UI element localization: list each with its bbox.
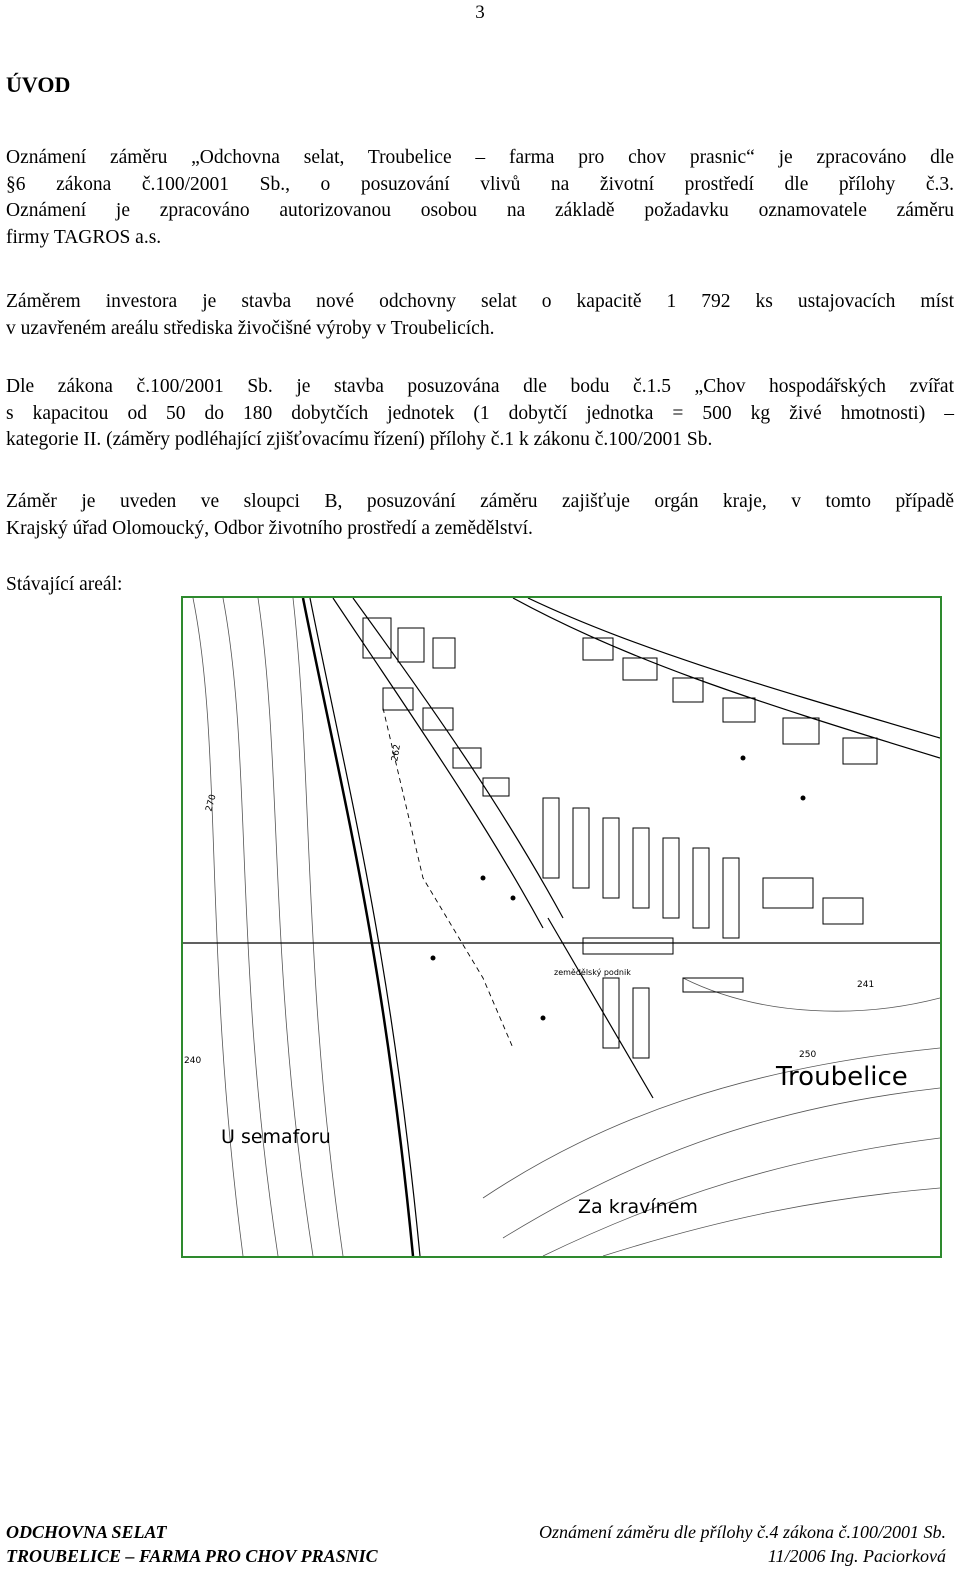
paragraph-line: Dle zákona č.100/2001 Sb. je stavba posuzována dle bodu č.1.5 „Chov hospodářských zvířat [6, 376, 954, 397]
map-label-zemedelsky-podnik: zemědělský podnik [554, 968, 631, 977]
paragraph-line: Záměrem investora je stavba nové odchovny selat o kapacitě 1 792 ks ustajovacích míst [6, 291, 954, 312]
paragraph-law [6, 374, 954, 454]
footer-author-date: 11/2006 Ing. Paciorková [767, 1546, 946, 1566]
paragraph-line: Záměr je uveden ve sloupci B, posuzování záměru zajišťuje orgán kraje, v tomto případě [6, 491, 954, 512]
paragraph-purpose [6, 289, 954, 342]
site-map [181, 596, 942, 1258]
paragraph-line: s kapacitou od 50 do 180 dobytčích jednotek (1 dobytčí jednotka = 500 kg živé hmotnosti) – [6, 402, 954, 424]
paragraph-line: §6 zákona č.100/2001 Sb., o posuzování vlivů na životní prostředí dle přílohy č.3. [6, 173, 954, 195]
paragraph-line: firmy TAGROS a.s. [6, 226, 162, 248]
paragraph-line: Krajský úřad Olomoucký, Odbor životního prostředí a zemědělství. [6, 517, 533, 539]
area-label: Stávající areál: [6, 574, 123, 595]
footer-document-ref: Oznámení záměru dle přílohy č.4 zákona č.100/2001 Sb. [539, 1522, 946, 1542]
map-elevation-262: 262 [390, 743, 404, 763]
map-elevation-240: 240 [184, 1056, 202, 1066]
buildings [363, 618, 877, 1058]
footer-right [539, 1520, 946, 1568]
railway [303, 598, 420, 1256]
roads [183, 598, 940, 1098]
site-map-drawing [183, 598, 940, 1256]
footer-left [6, 1520, 378, 1568]
path-dashed [383, 708, 513, 1048]
map-label-troubelice: Troubelice [776, 1062, 908, 1092]
contour-lines [193, 598, 940, 1256]
map-label-za-kravinem: Za kravínem [578, 1196, 698, 1218]
paragraph-authority [6, 489, 954, 542]
paragraph-line: kategorie II. (záměry podléhající zjišťovacímu řízení) přílohy č.1 k zákonu č.100/2001 Sb. [6, 429, 713, 450]
map-elevation-270: 270 [204, 793, 219, 813]
paragraph-intro [6, 145, 954, 251]
paragraph-line: Oznámení záměru „Odchovna selat, Troubelice – farma pro chov prasnic“ je zpracováno dle [6, 147, 954, 168]
heading: ÚVOD [6, 72, 71, 97]
map-elevation-250: 250 [799, 1050, 817, 1060]
paragraph-line: Oznámení je zpracováno autorizovanou osobou na základě požadavku oznamovatele záměru [6, 200, 954, 221]
page-number: 3 [475, 2, 485, 23]
map-elevation-241: 241 [857, 980, 875, 990]
paragraph-line: v uzavřeném areálu střediska živočišné výroby v Troubelicích. [6, 317, 495, 339]
footer-project-subtitle: TROUBELICE – FARMA PRO CHOV PRASNIC [6, 1546, 378, 1566]
map-label-u-semaforu: U semaforu [221, 1126, 331, 1148]
footer-project-name: ODCHOVNA SELAT [6, 1522, 167, 1542]
tree-marks [431, 756, 806, 1021]
